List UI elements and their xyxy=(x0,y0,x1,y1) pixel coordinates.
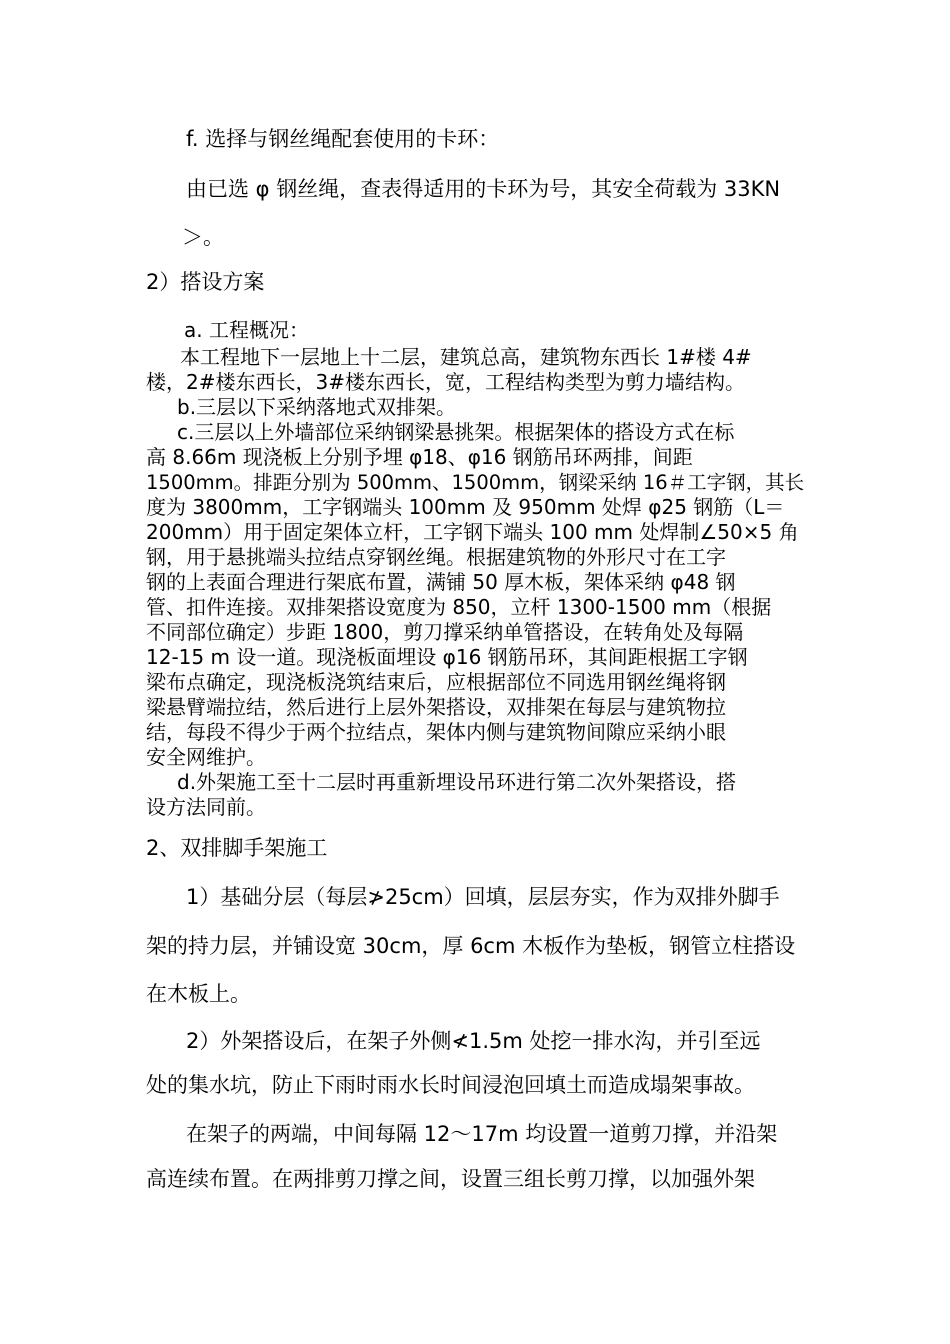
item-c-line-4: 度为 3800mm，工字钢端头 100mm 及 950mm 处焊 φ25 钢筋（L＝ xyxy=(146,495,785,519)
item-b-line: b.三层以下采纳落地式双排架。 xyxy=(177,395,457,419)
para-2-line-1: 2）外架搭设后，在架子外侧≮1.5m 处挖一排水沟，并引至远 xyxy=(186,1029,761,1053)
para-1-line-2: 架的持力层，并铺设宽 30cm，厚 6cm 木板作为垫板，钢管立柱搭设 xyxy=(146,934,796,958)
item-c-line-3: 1500mm。排距分别为 500mm、1500mm，钢梁采纳 16＃工字钢，其长 xyxy=(146,471,805,494)
item-c-line-13: 结，每段不得少于两个拉结点，架体内侧与建筑物间隙应采纳小眼 xyxy=(146,720,726,744)
item-d-line-2: 设方法同前。 xyxy=(146,795,266,819)
item-c-line-10: 12-15 m 设一道。现浇板面埋设 φ16 钢筋吊环，其间距根据工字钢 xyxy=(146,645,748,669)
item-c-line-11: 梁布点确定，现浇板浇筑结束后，应根据部位不同选用钢丝绳将钢 xyxy=(146,670,726,694)
item-c-line-8: 管、扣件连接。双排架搭设宽度为 850，立杆 1300-1500 mm（根据 xyxy=(146,595,772,619)
item-c-line-2: 高 8.66m 现浇板上分别予埋 φ18、φ16 钢筋吊环两排，间距 xyxy=(146,445,693,469)
para-3-line-1: 在架子的两端，中间每隔 12～17m 均设置一道剪刀撑，并沿架 xyxy=(186,1122,778,1146)
item-c-line-9: 不同部位确定）步距 1800，剪刀撑采纳单管搭设，在转角处及每隔 xyxy=(146,620,744,644)
item-f-body-line-2: ＞。 xyxy=(182,225,224,249)
section-heading-scaffold: 2、双排脚手架施工 xyxy=(146,836,328,860)
item-c-line-6: 钢，用于悬挑端头拉结点穿钢丝绳。根据建筑物的外形尺寸在工字 xyxy=(146,545,726,569)
para-1-line-1: 1）基础分层（每层≯25cm）回填，层层夯实，作为双排外脚手 xyxy=(186,885,780,909)
item-d-line-1: d.外架施工至十二层时再重新埋设吊环进行第二次外架搭设，搭 xyxy=(177,770,737,794)
item-a-body-line-2: 楼，2#楼东西长，3#楼东西长，宽，工程结构类型为剪力墙结构。 xyxy=(146,370,745,394)
para-1-line-3: 在木板上。 xyxy=(146,982,251,1006)
para-3-line-2: 高连续布置。在两排剪刀撑之间，设置三组长剪刀撑，以加强外架 xyxy=(146,1167,755,1191)
item-c-line-12: 梁悬臂端拉结，然后进行上层外架搭设，双排架在每层与建筑物拉 xyxy=(146,695,726,719)
item-c-line-1: c.三层以上外墙部位采纳钢梁悬挑架。根据架体的搭设方式在标 xyxy=(177,420,735,444)
item-c-line-5: 200mm）用于固定架体立杆，工字钢下端头 100 mm 处焊制∠50×5 角 xyxy=(146,520,799,544)
item-f-body-line-1: 由已选 φ 钢丝绳，查表得适用的卡环为号，其安全荷载为 33KN xyxy=(186,177,781,201)
item-c-line-7: 钢的上表面合理进行架底布置，满铺 50 厚木板，架体采纳 φ48 钢 xyxy=(146,570,736,594)
para-2-line-2: 处的集水坑，防止下雨时雨水长时间浸泡回填土而造成塌架事故。 xyxy=(146,1073,755,1097)
item-a-heading: a. 工程概况： xyxy=(184,318,309,342)
item-a-body-line-1: 本工程地下一层地上十二层，建筑总高，建筑物东西长 1#楼 4# xyxy=(180,345,752,369)
item-f-heading: f. 选择与钢丝绳配套使用的卡环： xyxy=(186,127,500,151)
section-heading-scheme: 2）搭设方案 xyxy=(146,270,265,294)
item-c-line-14: 安全网维护。 xyxy=(146,745,266,769)
